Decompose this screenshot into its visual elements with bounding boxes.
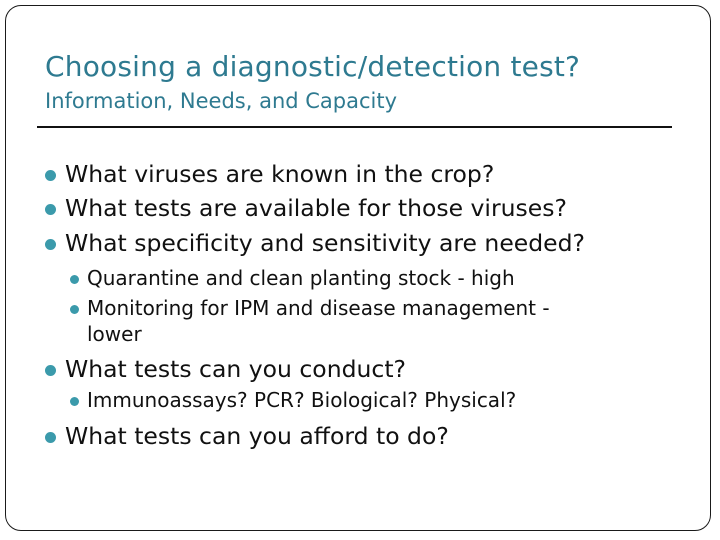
bullet-dot-icon bbox=[45, 365, 56, 376]
bullet-dot-icon bbox=[70, 397, 79, 406]
bullet-dot-icon bbox=[45, 239, 56, 250]
bullet-dot-icon bbox=[70, 275, 79, 284]
sub-bullet-text: Quarantine and clean planting stock - high bbox=[87, 266, 515, 290]
bullet-dot-icon bbox=[45, 204, 56, 215]
bullet-dot-icon bbox=[45, 432, 56, 443]
sub-bullet-text: Immunoassays? PCR? Biological? Physical? bbox=[87, 388, 517, 412]
bullet-dot-icon bbox=[70, 305, 79, 314]
bullet-dot-icon bbox=[45, 170, 56, 181]
bullet-text: What tests are available for those viruses? bbox=[65, 194, 567, 222]
sub-bullet-text: Monitoring for IPM and disease management - bbox=[87, 296, 550, 320]
bullet-text: What specificity and sensitivity are needed? bbox=[65, 229, 585, 257]
sub-bullet-text: lower bbox=[87, 322, 142, 346]
bullet-text: What viruses are known in the crop? bbox=[65, 160, 495, 188]
bullet-text: What tests can you afford to do? bbox=[65, 422, 449, 450]
slide-title: Choosing a diagnostic/detection test? bbox=[45, 50, 581, 83]
title-divider bbox=[37, 126, 672, 128]
slide-subtitle: Information, Needs, and Capacity bbox=[45, 89, 398, 113]
bullet-text: What tests can you conduct? bbox=[65, 355, 407, 383]
